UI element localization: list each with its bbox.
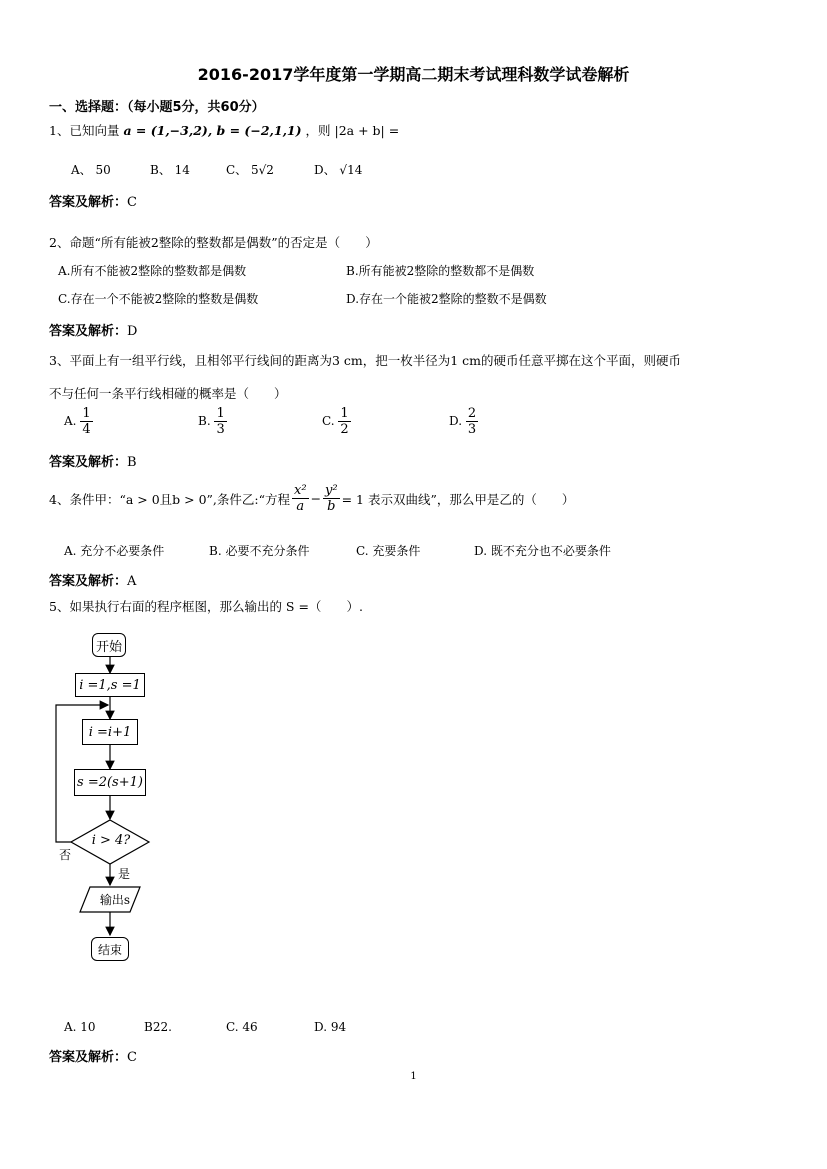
answer-label: 答案及解析： <box>49 1050 128 1065</box>
q5-option-a: A. 10 <box>64 1020 96 1034</box>
q1-option-d: D、 √14 <box>314 163 363 177</box>
flow-increment: i =i+1 <box>82 719 138 745</box>
q3-option-c-num: 1 <box>340 406 349 421</box>
q3-option-b-label: B. <box>198 414 211 428</box>
page-title: 2016-2017学年度第一学期高二期末考试理科数学试卷解析 <box>197 65 630 84</box>
section-header: 一、选择题：（每小题5分，共60分） <box>49 100 265 115</box>
q2-option-c: C.存在一个不能被2整除的整数是偶数 <box>58 292 259 306</box>
q4-option-c: C. 充要条件 <box>356 544 421 558</box>
flow-end: 结束 <box>91 937 129 961</box>
q4-stem-post: = 1 表示双曲线”，那么甲是乙的（ ） <box>341 491 575 507</box>
q4-answer-value: A <box>127 574 137 589</box>
q3-option-c-label: C. <box>322 414 335 428</box>
q4-option-b: B. 必要不充分条件 <box>209 544 310 558</box>
q1-stem-math: a = (1,−3,2), b = (−2,1,1) <box>123 123 302 138</box>
answer-label: 答案及解析： <box>49 574 128 589</box>
q3-option-b-num: 1 <box>216 406 225 421</box>
q2-option-a: A.所有不能被2整除的整数都是偶数 <box>58 264 247 278</box>
q4-option-a: A. 充分不必要条件 <box>64 544 165 558</box>
q3-option-d-den: 3 <box>467 422 477 437</box>
flow-start: 开始 <box>92 633 126 657</box>
q3-option-a-label: A. <box>64 414 77 428</box>
q5-answer <box>49 1046 137 1065</box>
q1-stem-post: ，则 |2a + b| = <box>305 123 400 138</box>
flow-update: s =2(s+1) <box>74 769 146 796</box>
flow-init: i =1,s =1 <box>75 673 145 697</box>
q1-answer-value: C <box>127 195 137 210</box>
q3-option-a-den: 4 <box>82 422 91 437</box>
q4-frac2-den: b <box>327 499 336 514</box>
q3-option-b-den: 3 <box>216 422 225 437</box>
flow-no-label: 否 <box>59 848 72 862</box>
question-2-stem: 2、命题“所有能被2整除的整数都是偶数”的否定是（ ） <box>49 235 378 250</box>
q5-option-b: B22. <box>144 1020 172 1034</box>
q2-answer-value: D <box>127 324 138 339</box>
q5-option-d: D. 94 <box>314 1020 347 1034</box>
page-number: 1 <box>410 1071 417 1082</box>
q3-option-d-label: D. <box>449 414 463 428</box>
q2-option-d: D.存在一个能被2整除的整数不是偶数 <box>346 292 547 306</box>
q3-option-c-den: 2 <box>340 422 349 437</box>
question-3-stem-line1: 3、平面上有一组平行线，且相邻平行线间的距离为3 cm，把一枚半径为1 cm的硬币任意平掷在这个平面，则硬币 <box>49 353 682 368</box>
q1-option-b: B、 14 <box>150 163 190 177</box>
q5-option-c: C. 46 <box>226 1020 258 1034</box>
q1-option-c: C、 5√2 <box>226 163 274 177</box>
answer-label: 答案及解析： <box>49 455 128 470</box>
q2-option-b: B.所有能被2整除的整数都不是偶数 <box>346 264 535 278</box>
q4-frac1-den: a <box>296 499 305 514</box>
question-5-stem: 5、如果执行右面的程序框图，那么输出的 S =（ ）. <box>49 599 363 614</box>
flow-yes-label: 是 <box>118 867 131 881</box>
q4-minus: − <box>310 491 322 506</box>
q4-frac1-num: x² <box>294 483 307 498</box>
answer-label: 答案及解析： <box>49 195 128 210</box>
flow-output: 输出s <box>99 893 131 907</box>
q4-option-d: D. 既不充分也不必要条件 <box>474 544 611 558</box>
q3-option-a-num: 1 <box>82 406 91 421</box>
question-3-stem-line2: 不与任何一条平行线相碰的概率是（ ） <box>49 386 287 401</box>
q1-option-a: A、 50 <box>71 163 111 177</box>
q1-stem-pre: 1、已知向量 <box>49 123 120 138</box>
q4-frac2-num: y² <box>325 483 338 498</box>
q5-answer-value: C <box>127 1050 137 1065</box>
q3-answer-value: B <box>127 455 137 470</box>
flow-condition: i > 4? <box>91 833 131 848</box>
answer-label: 答案及解析： <box>49 324 128 339</box>
q3-option-d-num: 2 <box>467 406 477 421</box>
q4-stem-pre: 4、条件甲：“a > 0且b > 0”,条件乙:“方程 <box>49 491 291 507</box>
